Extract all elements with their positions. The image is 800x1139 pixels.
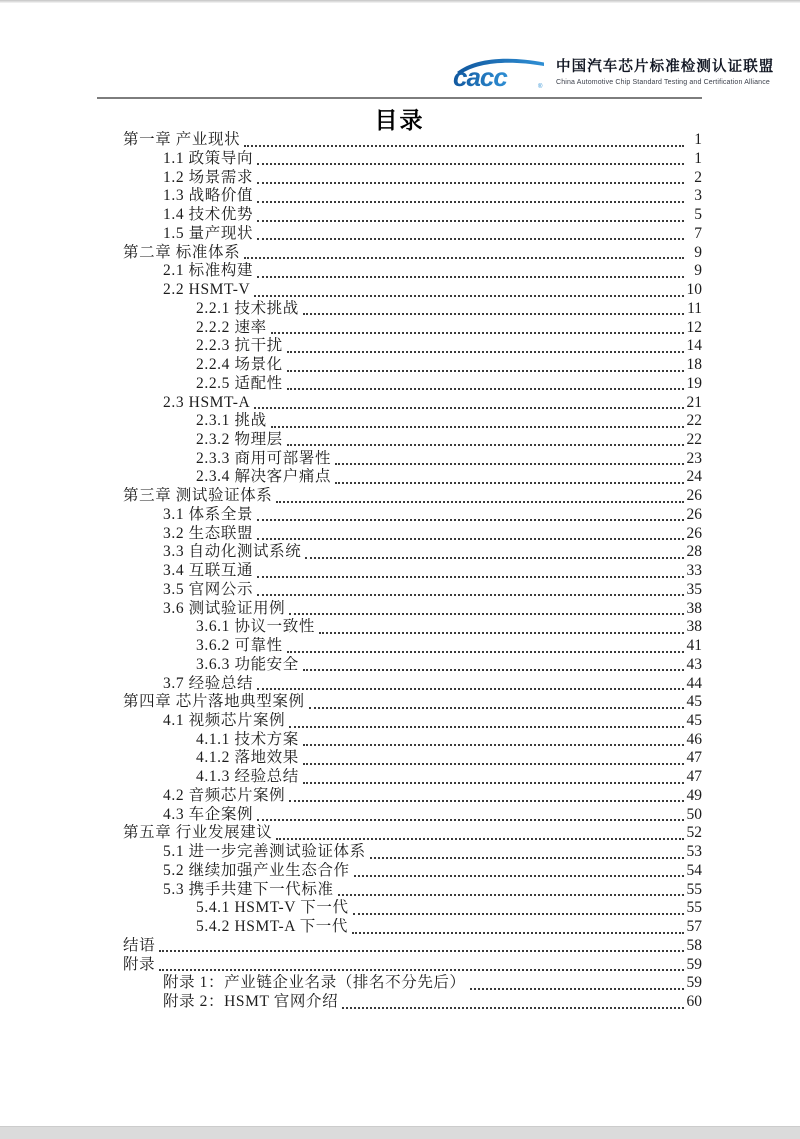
toc-page-number: 9: [694, 262, 702, 280]
toc-page-number: 19: [686, 374, 702, 392]
toc-dot-leader: [271, 332, 684, 334]
toc-page-number: 45: [686, 712, 702, 729]
toc-entry[interactable]: [97, 787, 702, 806]
toc-entry[interactable]: [97, 150, 702, 169]
toc-page-number: 46: [686, 730, 702, 748]
toc-page-number: 54: [686, 861, 702, 879]
toc-dot-leader: [257, 519, 684, 521]
toc-dot-leader: [352, 932, 684, 934]
toc-entry-label: 5.1 进一步完善测试验证体系: [163, 843, 366, 861]
toc-entry[interactable]: [97, 300, 702, 319]
toc-page-number: 22: [686, 430, 702, 448]
toc-entry-label: 5.3 携手共建下一代标准: [163, 880, 334, 898]
toc-page-number: 3: [694, 187, 702, 205]
toc-entry[interactable]: [97, 862, 702, 881]
toc-entry-label: 附录: [123, 955, 156, 973]
toc-entry[interactable]: [97, 824, 702, 843]
toc-page-number: 5: [694, 206, 702, 224]
toc-entry[interactable]: [97, 749, 702, 768]
toc-entry-label: 3.6.2 可靠性: [196, 637, 283, 655]
toc-entry-label: 4.1.3 经验总结: [196, 768, 299, 786]
toc-page-number: 22: [686, 412, 702, 430]
cacc-logo-icon: [452, 55, 547, 93]
toc-entry[interactable]: [97, 543, 702, 562]
toc-dot-leader: [276, 838, 684, 840]
toc-dot-leader: [287, 444, 684, 446]
toc-dot-leader: [254, 295, 684, 297]
toc-entry-label: 4.1 视频芯片案例: [163, 712, 286, 729]
toc-page-number: 33: [686, 562, 702, 580]
toc-page-number: 28: [686, 543, 702, 561]
page-top-edge: [0, 0, 800, 3]
toc-entry-label: 3.6.1 协议一致性: [196, 618, 315, 636]
toc-entry-label: 1.2 场景需求: [163, 168, 254, 186]
toc-dot-leader: [353, 913, 684, 915]
toc-page-number: 45: [686, 693, 702, 711]
toc-entry-label: 5.4.1 HSMT-V 下一代: [196, 899, 349, 917]
toc-entry[interactable]: [97, 674, 702, 693]
page-title: 目录: [374, 107, 425, 133]
toc-entry[interactable]: [97, 393, 702, 412]
toc-list: [97, 131, 702, 1012]
toc-page-number: 9: [694, 243, 702, 261]
toc-page-number: 52: [686, 824, 702, 842]
toc-page-number: 38: [686, 599, 702, 617]
toc-page-number: 59: [686, 974, 702, 992]
toc-page-number: 55: [686, 899, 702, 917]
toc-dot-leader: [257, 163, 684, 165]
toc-entry-label: 3.4 互联互通: [163, 562, 254, 580]
toc-entry[interactable]: [97, 918, 702, 937]
toc-entry[interactable]: [97, 843, 702, 862]
toc-entry[interactable]: [97, 955, 702, 974]
toc-page-number: 14: [686, 337, 702, 355]
toc-entry[interactable]: [97, 337, 702, 356]
toc-page-number: 10: [686, 281, 702, 299]
toc-dot-leader: [319, 632, 684, 634]
toc-dot-leader: [257, 201, 684, 203]
toc-page-number: 12: [686, 318, 702, 336]
toc-dot-leader: [303, 782, 684, 784]
org-name-en: China Automotive Chip Standard Testing and Certification Alliance: [556, 79, 770, 86]
toc-dot-leader: [257, 182, 684, 184]
toc-page-number: 57: [686, 918, 702, 936]
toc-page-number: 26: [686, 524, 702, 542]
toc-dot-leader: [303, 744, 684, 746]
toc-page-number: 26: [686, 505, 702, 523]
toc-dot-leader: [276, 501, 684, 503]
toc-page-number: 60: [686, 993, 702, 1011]
toc-dot-leader: [470, 988, 684, 990]
toc-dot-leader: [287, 351, 684, 353]
toc-entry[interactable]: [97, 712, 702, 731]
toc-entry-label: 3.1 体系全景: [163, 505, 254, 523]
toc-entry-label: 2.2 HSMT-V: [163, 281, 251, 299]
toc-entry-label: 4.3 车企案例: [163, 805, 254, 823]
toc-entry[interactable]: [97, 375, 702, 394]
toc-entry[interactable]: [97, 693, 702, 712]
toc-dot-leader: [159, 950, 684, 952]
toc-dot-leader: [257, 688, 684, 690]
toc-entry[interactable]: [97, 356, 702, 375]
header-divider: [97, 97, 702, 99]
toc-entry-label: 1.1 政策导向: [163, 149, 254, 167]
toc-entry[interactable]: [97, 618, 702, 637]
toc-page-number: 1: [694, 131, 702, 149]
toc-dot-leader: [309, 707, 684, 709]
toc-entry-label: 2.3.1 挑战: [196, 412, 267, 430]
toc-entry-label: 2.3.2 物理层: [196, 430, 283, 448]
toc-entry[interactable]: [97, 187, 702, 206]
toc-dot-leader: [257, 819, 684, 821]
toc-page-number: 53: [686, 843, 702, 861]
toc-page-number: 44: [686, 674, 702, 692]
toc-entry-label: 2.2.2 速率: [196, 318, 267, 336]
toc-entry-label: 第五章 行业发展建议: [123, 824, 273, 842]
toc-entry[interactable]: [97, 637, 702, 656]
toc-page-number: 58: [686, 936, 702, 954]
toc-dot-leader: [257, 238, 684, 240]
toc-entry[interactable]: [97, 412, 702, 431]
toc-entry[interactable]: [97, 899, 702, 918]
toc-entry[interactable]: [97, 262, 702, 281]
toc-entry-label: 5.4.2 HSMT-A 下一代: [196, 918, 348, 936]
toc-entry[interactable]: [97, 562, 702, 581]
toc-entry-label: 3.6 测试验证用例: [163, 599, 286, 617]
toc-entry-label: 第三章 测试验证体系: [123, 487, 273, 505]
toc-dot-leader: [287, 388, 684, 390]
toc-page-number: 24: [686, 468, 702, 486]
toc-entry-label: 2.3 HSMT-A: [163, 393, 251, 411]
toc-entry[interactable]: [97, 225, 702, 244]
toc-page-number: 35: [686, 580, 702, 598]
toc-entry-label: 3.3 自动化测试系统: [163, 543, 302, 561]
toc-page-number: 26: [686, 487, 702, 505]
toc-page-number: 11: [687, 299, 702, 317]
svg-text:®: ®: [538, 84, 543, 90]
toc-dot-leader: [305, 557, 684, 559]
toc-entry[interactable]: [97, 731, 702, 750]
toc-page-number: 7: [694, 224, 702, 242]
toc-page-number: 1: [694, 149, 702, 167]
toc-entry-label: 1.4 技术优势: [163, 206, 254, 224]
toc-entry[interactable]: [97, 993, 702, 1012]
toc-entry-label: 3.5 官网公示: [163, 580, 254, 598]
toc-entry-label: 2.2.4 场景化: [196, 356, 283, 374]
toc-entry-label: 附录 2：HSMT 官网介绍: [163, 993, 339, 1011]
toc-dot-leader: [244, 145, 684, 147]
toc-page-number: 55: [686, 880, 702, 898]
toc-page-number: 21: [686, 393, 702, 411]
org-logo: [452, 55, 774, 93]
toc-entry-label: 3.7 经验总结: [163, 674, 254, 692]
toc-entry-label: 附录 1：产业链企业名录（排名不分先后）: [163, 974, 466, 992]
toc-page-number: 18: [686, 356, 702, 374]
toc-page-number: 43: [686, 655, 702, 673]
svg-text:cacc: cacc: [453, 62, 507, 92]
toc-entry[interactable]: [97, 449, 702, 468]
toc-entry[interactable]: [97, 281, 702, 300]
toc-dot-leader: [370, 857, 684, 859]
toc-page-number: 47: [686, 768, 702, 786]
toc-entry[interactable]: [97, 506, 702, 525]
toc-dot-leader: [354, 875, 684, 877]
toc-dot-leader: [159, 969, 684, 971]
toc-entry-label: 4.1.2 落地效果: [196, 749, 299, 767]
toc-entry-label: 第二章 标准体系: [123, 243, 241, 261]
toc-dot-leader: [244, 257, 684, 259]
toc-page-number: 47: [686, 749, 702, 767]
toc-entry-label: 4.2 音频芯片案例: [163, 786, 286, 804]
toc-dot-leader: [303, 763, 684, 765]
toc-entry[interactable]: [97, 131, 702, 150]
toc-page-number: 50: [686, 805, 702, 823]
toc-entry[interactable]: [97, 581, 702, 600]
toc-page-number: 41: [686, 637, 702, 655]
toc-entry[interactable]: [97, 937, 702, 956]
toc-entry-label: 3.6.3 功能安全: [196, 655, 299, 673]
toc-dot-leader: [257, 220, 684, 222]
toc-dot-leader: [287, 651, 684, 653]
toc-entry[interactable]: [97, 206, 702, 225]
toc-entry-label: 5.2 继续加强产业生态合作: [163, 861, 350, 879]
toc-dot-leader: [257, 594, 684, 596]
toc-dot-leader: [289, 726, 684, 728]
toc-page-number: 2: [694, 168, 702, 186]
toc-dot-leader: [303, 313, 684, 315]
toc-entry[interactable]: [97, 880, 702, 899]
toc-dot-leader: [257, 538, 684, 540]
toc-dot-leader: [287, 370, 684, 372]
toc-dot-leader: [289, 613, 684, 615]
toc-dot-leader: [335, 463, 684, 465]
toc-entry[interactable]: [97, 487, 702, 506]
org-name-cn: 中国汽车芯片标准检测认证联盟: [556, 59, 775, 75]
toc-entry-label: 第一章 产业现状: [123, 131, 241, 149]
toc-entry-label: 1.3 战略价值: [163, 187, 254, 205]
toc-dot-leader: [254, 407, 684, 409]
toc-entry[interactable]: [97, 524, 702, 543]
toc-dot-leader: [289, 800, 684, 802]
page-bottom-gap: [0, 1126, 800, 1139]
toc-entry[interactable]: [97, 805, 702, 824]
toc-entry[interactable]: [97, 243, 702, 262]
toc-dot-leader: [303, 669, 684, 671]
toc-entry-label: 2.2.3 抗干扰: [196, 337, 283, 355]
toc-entry[interactable]: [97, 656, 702, 675]
toc-dot-leader: [342, 1007, 684, 1009]
toc-entry[interactable]: [97, 318, 702, 337]
toc-entry-label: 2.3.3 商用可部署性: [196, 449, 332, 467]
toc-entry-label: 2.1 标准构建: [163, 262, 254, 280]
toc-page-number: 59: [686, 955, 702, 973]
toc-page-number: 38: [686, 618, 702, 636]
toc-entry[interactable]: [97, 974, 702, 993]
toc-entry[interactable]: [97, 599, 702, 618]
toc-entry-label: 2.2.1 技术挑战: [196, 299, 299, 317]
toc-entry-label: 3.2 生态联盟: [163, 524, 254, 542]
toc-dot-leader: [257, 576, 684, 578]
org-names: [556, 55, 774, 87]
toc-dot-leader: [338, 894, 684, 896]
toc-page-number: 23: [686, 449, 702, 467]
toc-entry-label: 1.5 量产现状: [163, 224, 254, 242]
toc-dot-leader: [257, 276, 684, 278]
toc-entry-label: 2.2.5 适配性: [196, 374, 283, 392]
toc-entry[interactable]: [97, 768, 702, 787]
toc-entry[interactable]: [97, 468, 702, 487]
toc-page-number: 49: [686, 786, 702, 804]
toc-entry-label: 结语: [123, 936, 156, 954]
toc-entry-label: 第四章 芯片落地典型案例: [123, 693, 305, 711]
toc-dot-leader: [335, 482, 684, 484]
toc-entry[interactable]: [97, 168, 702, 187]
toc-entry-label: 4.1.1 技术方案: [196, 730, 299, 748]
toc-dot-leader: [271, 426, 684, 428]
toc-entry-label: 2.3.4 解决客户痛点: [196, 468, 332, 486]
toc-entry[interactable]: [97, 431, 702, 450]
